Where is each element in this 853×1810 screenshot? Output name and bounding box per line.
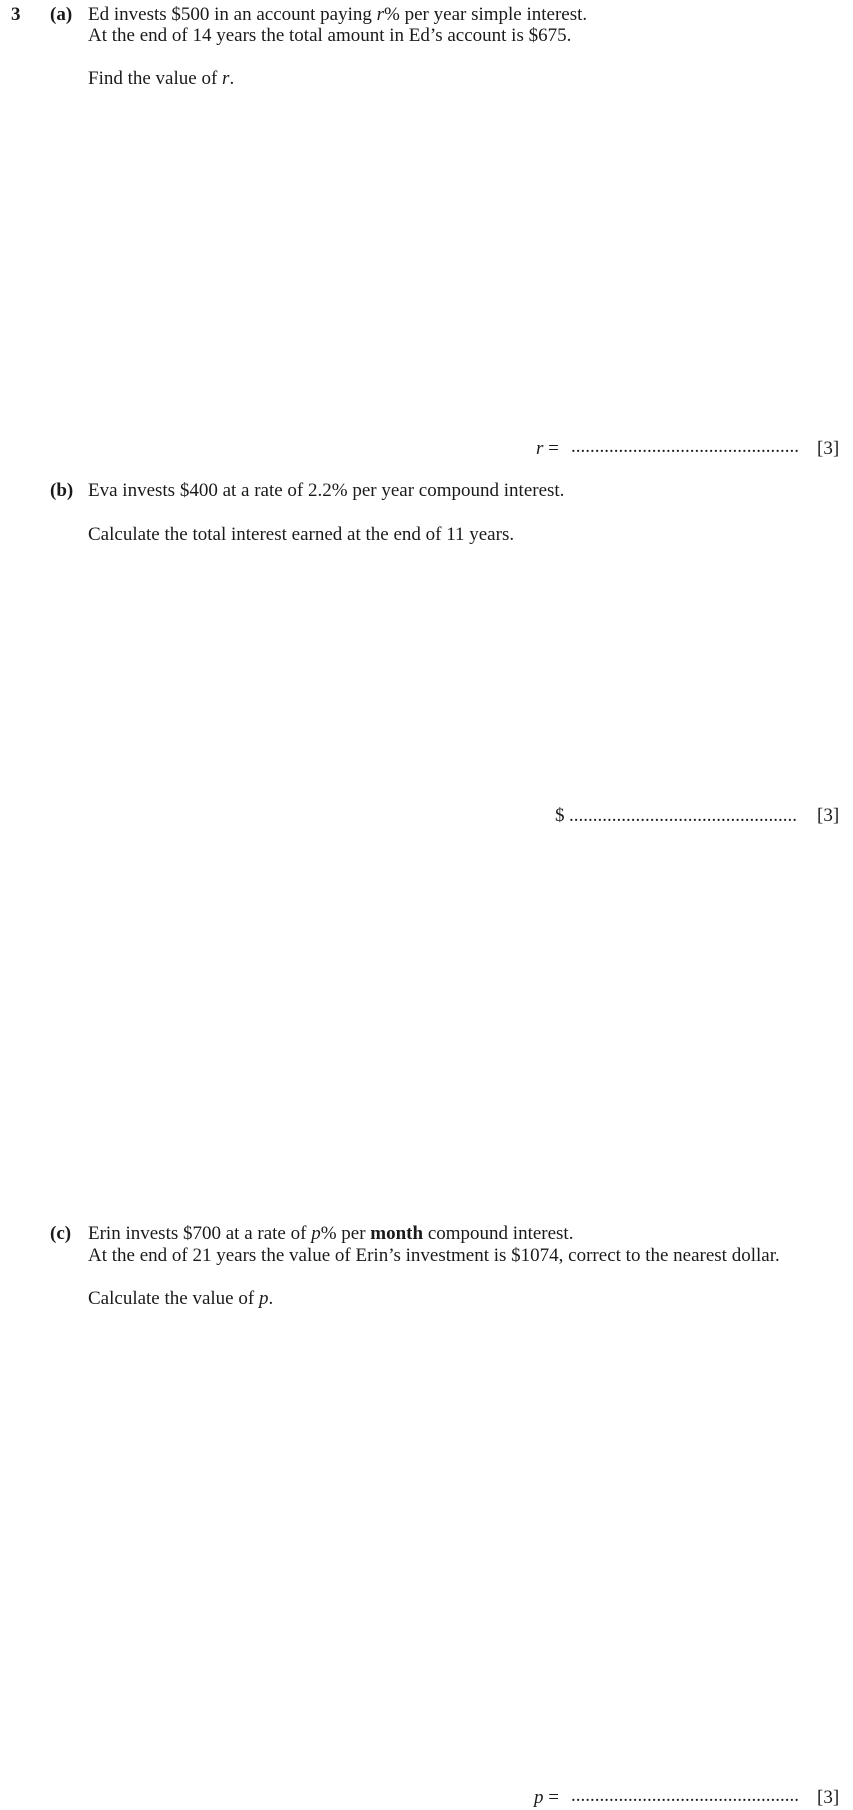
part-b-label: (b): [50, 480, 74, 501]
part-c-answer-label: p =: [534, 1787, 559, 1808]
part-a-instruction: Find the value of r.: [88, 68, 235, 89]
part-c-marks: [3]: [817, 1787, 840, 1808]
part-b-line1: Eva invests $400 at a rate of 2.2% per year compound interest.: [88, 480, 565, 501]
part-a-line1: Ed invests $500 in an account paying r% per year simple interest.: [88, 4, 588, 25]
question-number: 3: [11, 4, 21, 25]
part-b-answer-line[interactable]: ................................................: [569, 805, 797, 826]
part-a-line2: At the end of 14 years the total amount in Ed’s account is $675.: [88, 25, 572, 46]
part-c-answer-line[interactable]: ................................................: [571, 1785, 799, 1806]
part-c-line1: Erin invests $700 at a rate of p% per month compound interest.: [88, 1223, 574, 1244]
part-c-line2: At the end of 21 years the value of Erin’s investment is $1074, correct to the nearest dollar.: [88, 1245, 780, 1266]
part-a-marks: [3]: [817, 438, 840, 459]
part-a-answer-label: r =: [536, 438, 559, 459]
part-b-answer-prefix: $: [555, 805, 565, 826]
part-c-label: (c): [50, 1223, 72, 1244]
part-a-answer-line[interactable]: ................................................: [571, 436, 799, 457]
part-a-label: (a): [50, 4, 73, 25]
part-c-instruction: Calculate the value of p.: [88, 1288, 274, 1309]
part-b-marks: [3]: [817, 805, 840, 826]
part-b-instruction: Calculate the total interest earned at the end of 11 years.: [88, 524, 515, 545]
